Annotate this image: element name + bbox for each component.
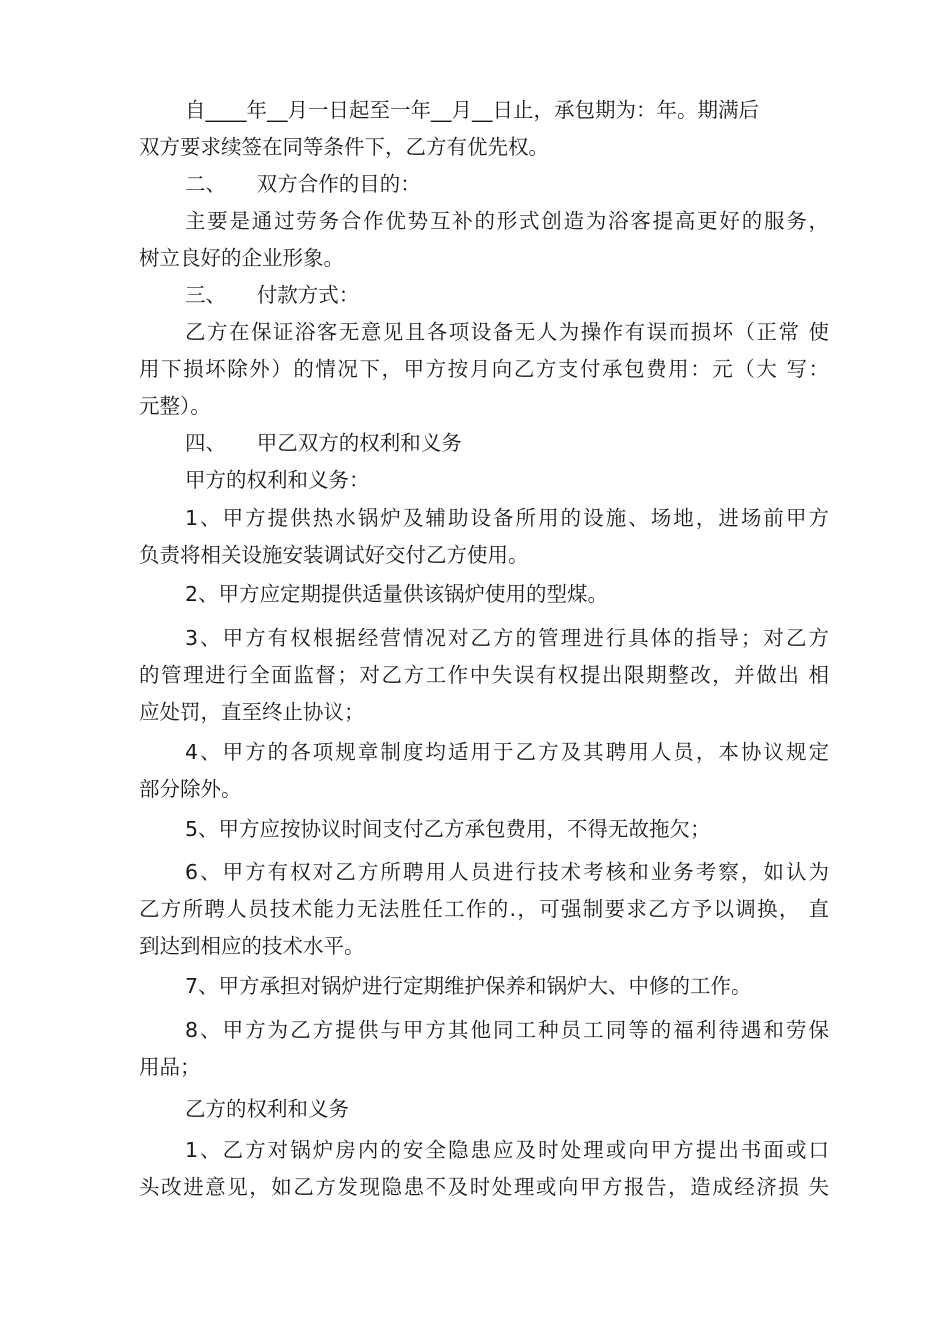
- text-line: 的管理进行全面监督；对乙方工作中失误有权提出限期整改，并做出 相: [139, 663, 829, 687]
- text-line: 自____年__月一日起至一年__月__日止，承包期为：年。期满后: [185, 98, 759, 122]
- sub-heading: 甲方的权利和义务：: [185, 468, 370, 492]
- text-line: 用下损坏除外）的情况下，甲方按月向乙方支付承包费用：元（大 写：: [139, 357, 829, 381]
- section-heading: 四、 甲乙双方的权利和义务: [185, 431, 462, 455]
- text-line: 负责将相关设施安装调试好交付乙方使用。: [139, 543, 529, 567]
- section-heading: 三、 付款方式：: [185, 283, 360, 307]
- text-line: 元整）。: [139, 394, 211, 418]
- text-line: 到达到相应的技术水平。: [139, 934, 365, 958]
- text-line: 4、甲方的各项规章制度均适用于乙方及其聘用人员，本协议规定: [185, 740, 829, 764]
- text-line: 7、甲方承担对锅炉进行定期维护保养和锅炉大、中修的工作。: [185, 974, 752, 998]
- section-heading: 二、 双方合作的目的：: [185, 172, 421, 196]
- text-line: 3、甲方有权根据经营情况对乙方的管理进行具体的指导；对乙方: [185, 626, 829, 650]
- text-line: 乙方所聘人员技术能力无法胜任工作的.，可强制要求乙方予以调换， 直: [139, 897, 829, 921]
- text-line: 2、甲方应定期提供适量供该锅炉使用的型煤。: [185, 582, 609, 606]
- text-line: 用品；: [139, 1055, 201, 1079]
- text-line: 主要是通过劳务合作优势互补的形式创造为浴客提高更好的服务，: [185, 209, 829, 233]
- text-line: 6、甲方有权对乙方所聘用人员进行技术考核和业务考察，如认为: [185, 860, 829, 884]
- text-line: 8、甲方为乙方提供与甲方其他同工种员工同等的福利待遇和劳保: [185, 1018, 829, 1042]
- text-line: 1、甲方提供热水锅炉及辅助设备所用的设施、场地，进场前甲方: [185, 506, 829, 530]
- text-line: 双方要求续签在同等条件下，乙方有优先权。: [139, 135, 549, 159]
- text-line: 乙方在保证浴客无意见且各项设备无人为操作有误而损坏（正常 使: [185, 320, 829, 344]
- text-line: 1、乙方对锅炉房内的安全隐患应及时处理或向甲方提出书面或口: [185, 1138, 829, 1162]
- text-line: 树立良好的企业形象。: [139, 246, 344, 270]
- text-line: 头改进意见，如乙方发现隐患不及时处理或向甲方报告，造成经济损 失: [139, 1175, 829, 1199]
- sub-heading: 乙方的权利和义务: [185, 1097, 349, 1121]
- text-line: 应处罚，直至终止协议；: [139, 700, 365, 724]
- text-line: 部分除外。: [139, 777, 242, 801]
- text-line: 5、甲方应按协议时间支付乙方承包费用，不得无故拖欠；: [185, 817, 711, 841]
